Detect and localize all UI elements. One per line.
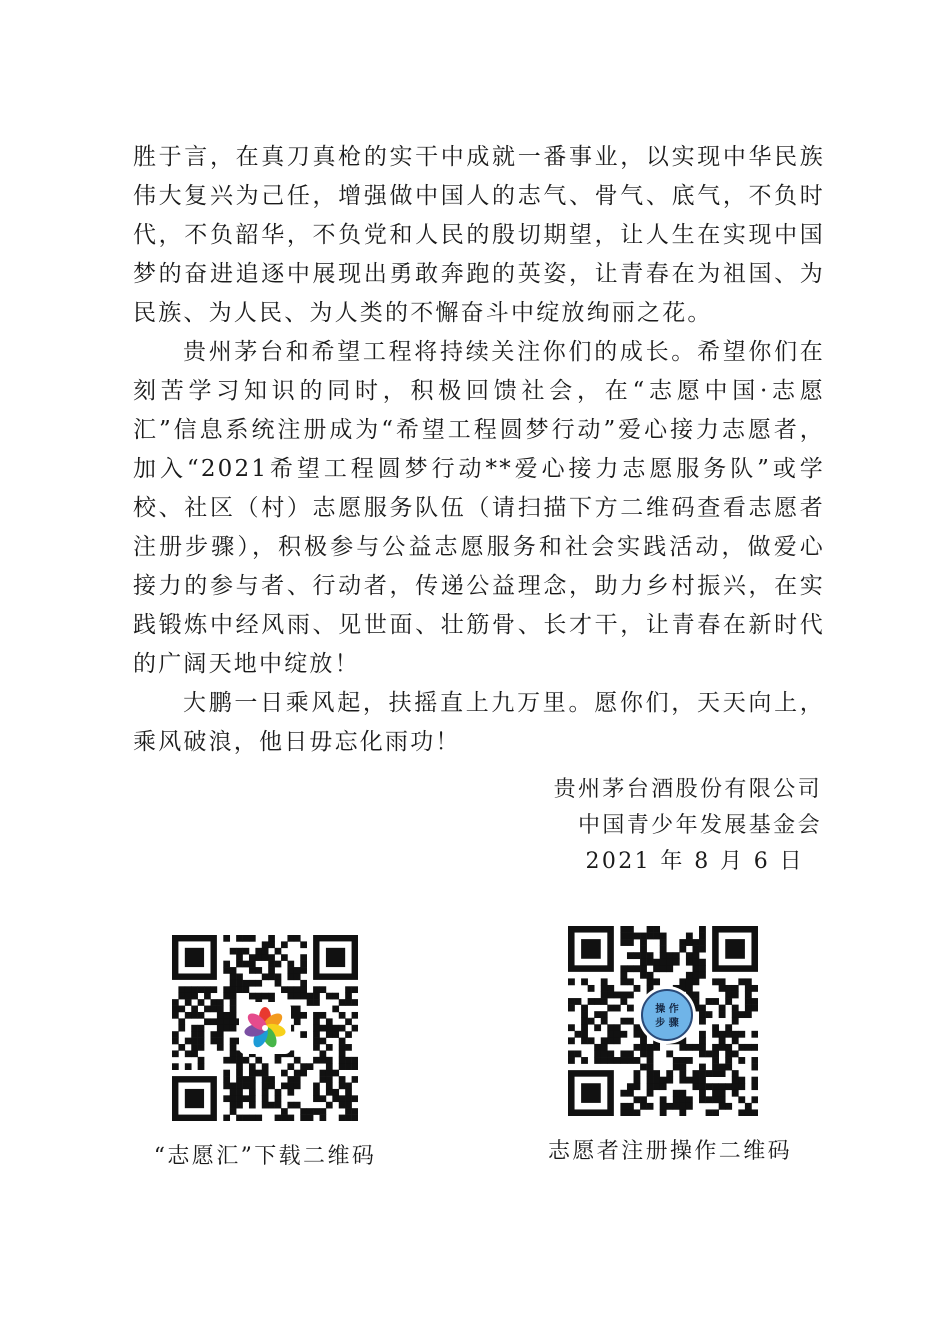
qr-finder-pattern xyxy=(172,935,217,980)
letter-body xyxy=(133,138,825,762)
qr-finder-pattern xyxy=(172,1076,217,1121)
paragraph-3: 大鹏一日乘风起，扶摇直上九万里。愿你们，天天向上，乘风破浪，他日毋忘化雨功！ xyxy=(133,690,825,755)
qr-finder-pattern xyxy=(712,926,758,972)
qr-download-block xyxy=(150,935,380,1170)
qr-download-caption: “志愿汇”下载二维码 xyxy=(153,1144,377,1169)
qr-code-download[interactable] xyxy=(172,935,358,1121)
qr-finder-pattern xyxy=(313,935,358,980)
signature-org-foundation: 中国青少年发展基金会 xyxy=(577,813,822,838)
qr-code-register[interactable] xyxy=(568,926,758,1116)
signature-date: 2021 年 8 月 6 日 xyxy=(585,849,804,874)
qr-register-caption: 志愿者注册操作二维码 xyxy=(548,1139,793,1164)
qr-finder-pattern xyxy=(568,926,614,972)
signature-org-moutai: 贵州茅台酒股份有限公司 xyxy=(553,777,822,802)
qr-finder-pattern xyxy=(568,1070,614,1116)
paragraph-1: 胜于言，在真刀真枪的实干中成就一番事业，以实现中华民族伟大复兴为己任，增强做中国人的志气、骨气、底气，不负时代，不负韶华，不负党和人民的殷切期望，让人生在实现中国梦的奋进追逐中展现出勇敢奔跑的英姿，让青春在为祖国、为民族、为人民、为人类的不懈奋斗中绽放绚丽之花。 xyxy=(133,144,825,326)
paragraph-2: 贵州茅台和希望工程将持续关注你们的成长。希望你们在刻苦学习知识的同时，积极回馈社会，在“志愿中国·志愿汇”信息系统注册成为“希望工程圆梦行动”爱心接力志愿者，加入“2021希望工程圆梦行动**爱心接力志愿服务队”或学校、社区（村）志愿服务队伍（请扫描下方二维码查看志愿者注册步骤），积极参与公益志愿服务和社会实践活动，做爱心接力的参与者、行动者，传递公益理念，助力乡村振兴，在实践锻炼中经风雨、见世面、壮筋骨、长才干，让青春在新时代的广阔天地中绽放！ xyxy=(133,339,825,677)
badge-label-line2: 步 骤 xyxy=(655,1018,679,1029)
signature-block xyxy=(554,772,822,880)
badge-label-line1: 操 作 xyxy=(655,1004,679,1015)
qr-register-block xyxy=(548,926,793,1165)
steps-badge-icon xyxy=(642,990,692,1040)
